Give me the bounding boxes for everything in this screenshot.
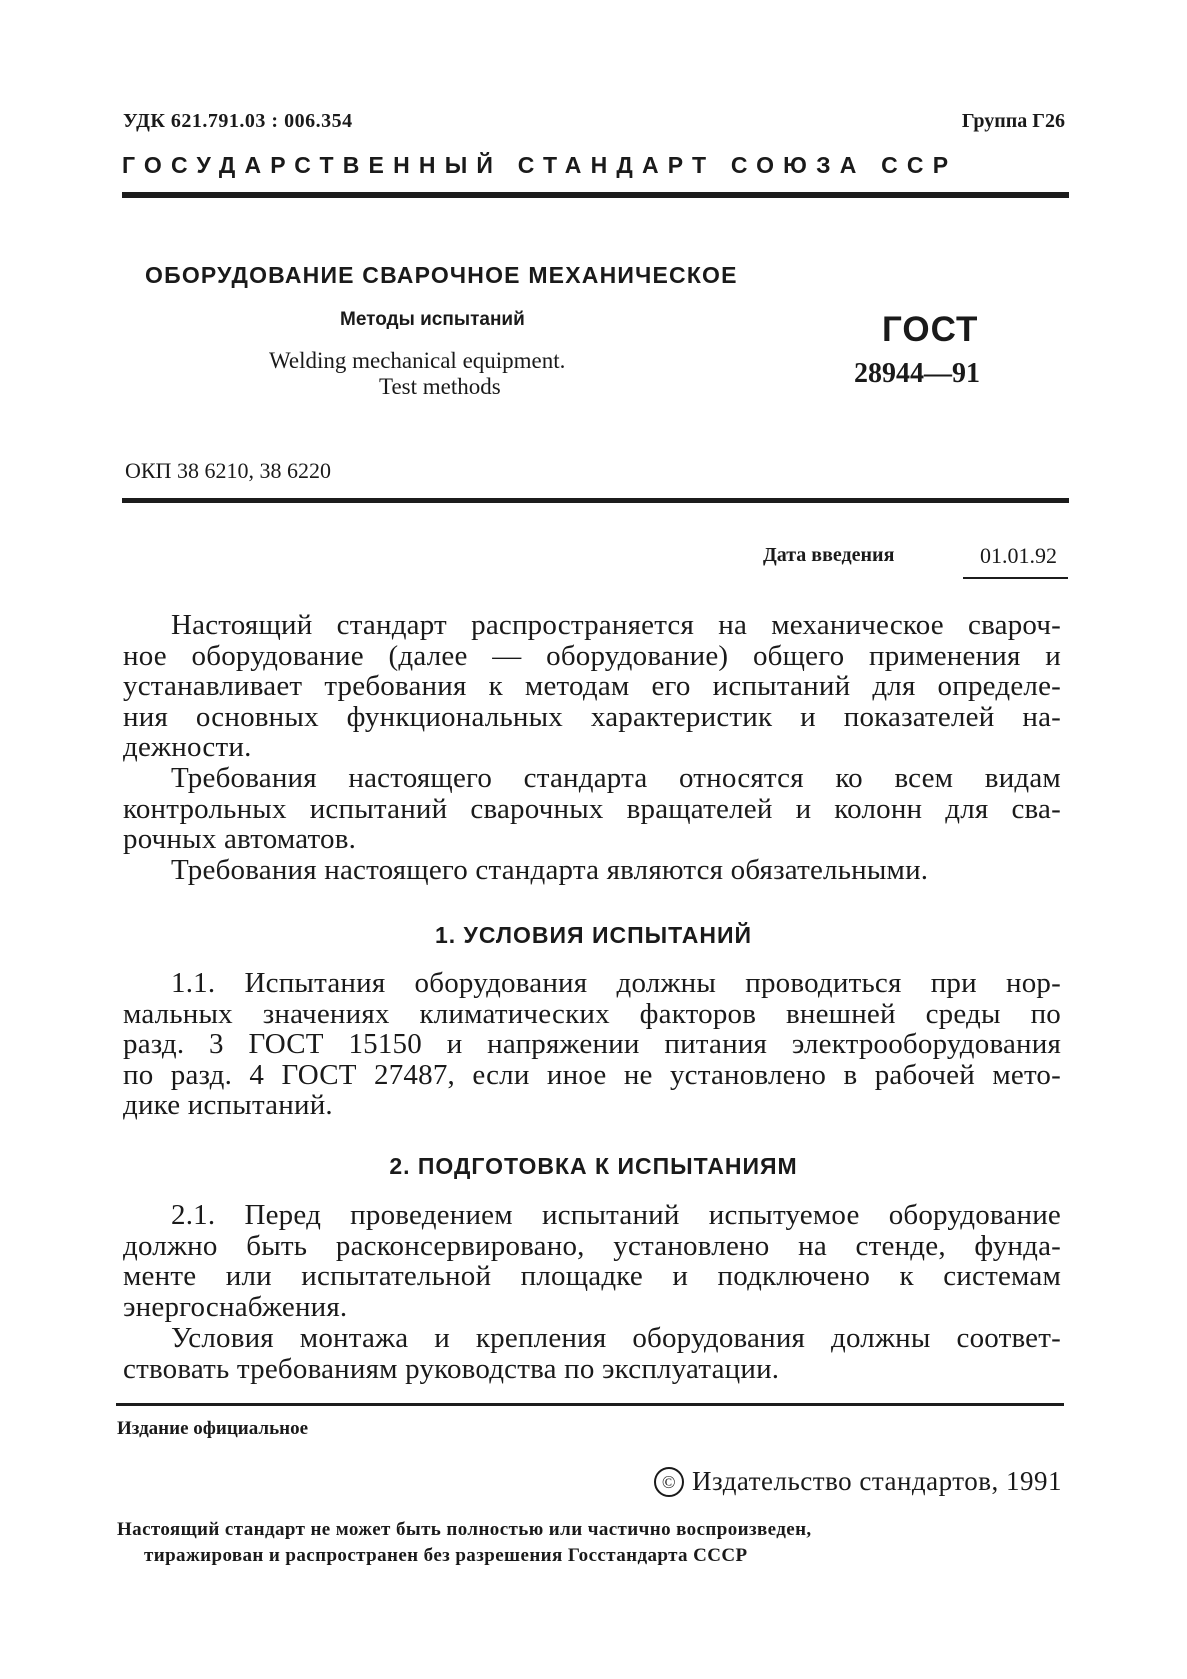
copyright-line — [654, 1466, 1062, 1497]
udk-code: УДК 621.791.03 : 006.354 — [123, 110, 353, 132]
text-line: менте или испытательной площадке и подключено к системам — [123, 1261, 1061, 1292]
reproduction-notice-line-2: тиражирован и распространен без разрешения Госстандарта СССР — [144, 1545, 748, 1566]
text-line: Условия монтажа и крепления оборудования должны соответ- — [171, 1323, 1061, 1354]
text-line: должно быть расконсервировано, установлено на стенде, фунда- — [123, 1230, 1061, 1262]
okp-code: ОКП 38 6210, 38 6220 — [125, 458, 331, 483]
text-line: ния основных функциональных характеристик и показателей на- — [123, 701, 1061, 733]
text-line: устанавливает требования к методам его испытаний для определе- — [123, 671, 1061, 702]
okp-rule — [122, 498, 1069, 503]
text-line: Требования настоящего стандарта являются обязательными. — [171, 855, 929, 886]
text-line: разд. 3 ГОСТ 15150 и напряжении питания электрооборудования — [123, 1029, 1061, 1060]
document-title: ОБОРУДОВАНИЕ СВАРОЧНОЕ МЕХАНИЧЕСКОЕ — [145, 262, 738, 288]
section-1-paragraph-1 — [123, 968, 1061, 1121]
gost-label: ГОСТ — [882, 310, 979, 349]
english-title-line-1: Welding mechanical equipment. — [269, 348, 566, 373]
text-line: мальных значениях климатических факторов внешней среды по — [123, 998, 1061, 1030]
intro-date-underline — [963, 577, 1068, 579]
text-line: Требования настоящего стандарта относятся ко всем видам — [171, 763, 1061, 794]
text-line: рочных автоматов. — [123, 824, 357, 855]
section-2-paragraph-1 — [123, 1200, 1061, 1322]
text-line: контрольных испытаний сварочных вращателей и колонн для сва- — [123, 793, 1061, 825]
text-line: по разд. 4 ГОСТ 27487, если иное не установлено в рабочей мето- — [123, 1059, 1061, 1091]
intro-paragraph-3 — [123, 855, 1061, 886]
intro-date-value: 01.01.92 — [980, 543, 1057, 568]
section-2-heading: 2. ПОДГОТОВКА К ИСПЫТАНИЯМ — [389, 1153, 798, 1179]
text-line: 1.1. Испытания оборудования должны проводиться при нор- — [171, 968, 1061, 999]
section-1-heading: 1. УСЛОВИЯ ИСПЫТАНИЙ — [434, 922, 753, 948]
intro-paragraph-2 — [123, 763, 1061, 855]
reproduction-notice-line-1: Настоящий стандарт не может быть полностью или частично воспроизведен, — [117, 1519, 812, 1540]
footer-rule — [116, 1403, 1064, 1406]
group-code: Группа Г26 — [961, 110, 1065, 132]
intro-paragraph-1 — [123, 610, 1061, 763]
english-title-line-2: Test methods — [379, 374, 501, 399]
text-line: дике испытаний. — [123, 1090, 333, 1121]
text-line: ствовать требованиям руководства по эксплуатации. — [123, 1353, 780, 1385]
official-edition-label: Издание официальное — [117, 1418, 309, 1439]
text-line: дежности. — [123, 732, 252, 763]
section-2-paragraph-2 — [123, 1323, 1061, 1384]
state-standard-banner: ГОСУДАРСТВЕННЫЙ СТАНДАРТ СОЮЗА ССР — [122, 152, 958, 178]
gost-number: 28944—91 — [854, 358, 980, 389]
text-line: энергоснабжения. — [123, 1291, 348, 1323]
intro-date-label: Дата введения — [763, 544, 895, 566]
header-rule — [122, 192, 1069, 198]
text-line: Настоящий стандарт распространяется на механическое свароч- — [171, 610, 1061, 641]
copyright-icon: © — [654, 1467, 684, 1497]
text-line: 2.1. Перед проведением испытаний испытуемое оборудование — [171, 1200, 1061, 1231]
document-subtitle: Методы испытаний — [340, 309, 525, 330]
text-line: ное оборудование (далее — оборудование) общего применения и — [123, 640, 1061, 672]
copyright-text: Издательство стандартов, 1991 — [692, 1466, 1062, 1496]
